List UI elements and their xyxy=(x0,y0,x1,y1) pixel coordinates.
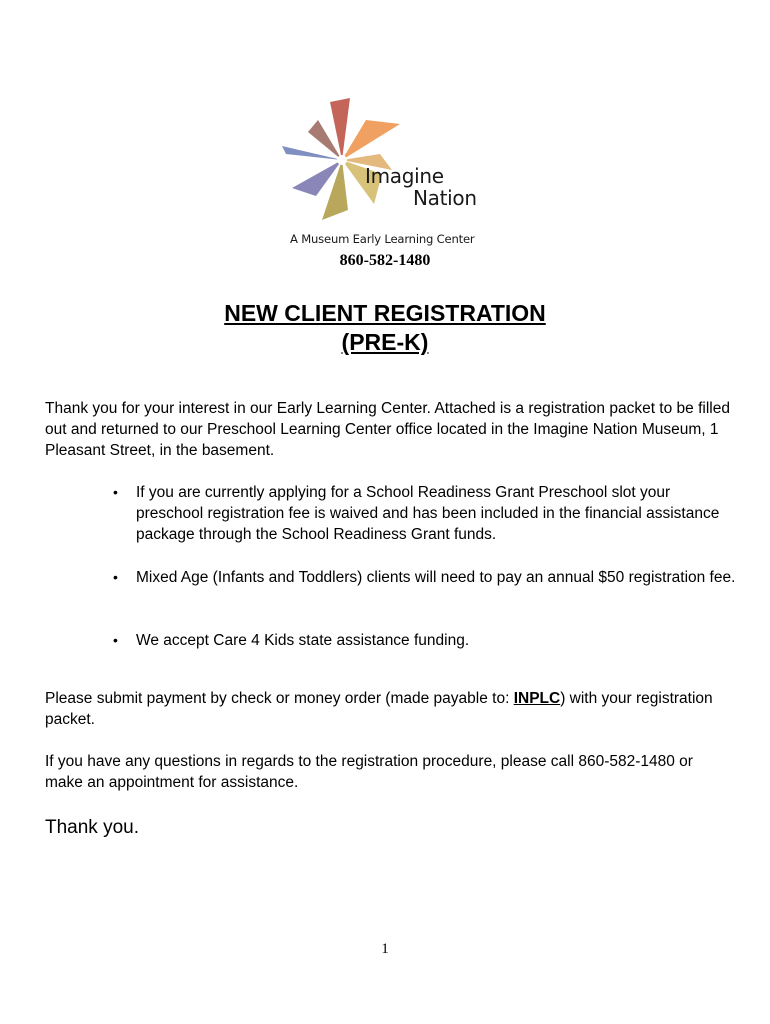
pinwheel-petal xyxy=(342,120,400,160)
bullet-icon: • xyxy=(113,484,118,500)
phone-number: 860-582-1480 xyxy=(339,252,431,269)
closing-text: Thank you. xyxy=(45,817,139,838)
bullet-icon: • xyxy=(113,569,118,585)
payee-name: INPLC xyxy=(513,690,561,707)
bullet-text: If you are currently applying for a School Readiness Grant Preschool slot your preschool registration fee is waived and has been included in the financial assistance package through the School Readiness Grant funds. xyxy=(136,484,720,543)
page-title: NEW CLIENT REGISTRATION xyxy=(224,300,546,326)
intro-paragraph: Thank you for your interest in our Early Learning Center. Attached is a registration packet to be filled out and returned to our Preschool Learning Center office located in the Imagine Nation Museum, 1 Pleasant Street, in the basement. xyxy=(45,400,730,459)
questions-paragraph: If you have any questions in regards to the registration procedure, please call 860-582-1480 or make an appointment for assistance. xyxy=(45,753,693,791)
bullet-icon: • xyxy=(113,632,118,648)
imagine-nation-logo xyxy=(282,90,492,252)
bullet-text: We accept Care 4 Kids state assistance funding. xyxy=(136,632,470,649)
payment-paragraph xyxy=(45,688,735,730)
payment-text-before: Please submit payment by check or money order (made payable to: xyxy=(45,690,514,707)
logo-tagline: A Museum Early Learning Center xyxy=(290,232,475,246)
logo-name-line1: Imagine xyxy=(365,164,444,188)
page-number: 1 xyxy=(381,941,389,957)
payment-text-after: ) with your registration packet. xyxy=(45,690,713,728)
logo-name-line2: Nation xyxy=(413,186,477,210)
pinwheel-icon xyxy=(282,90,412,230)
bullet-text: Mixed Age (Infants and Toddlers) clients will need to pay an annual $50 registration fee. xyxy=(136,569,736,586)
page-subtitle: (PRE-K) xyxy=(341,329,429,355)
